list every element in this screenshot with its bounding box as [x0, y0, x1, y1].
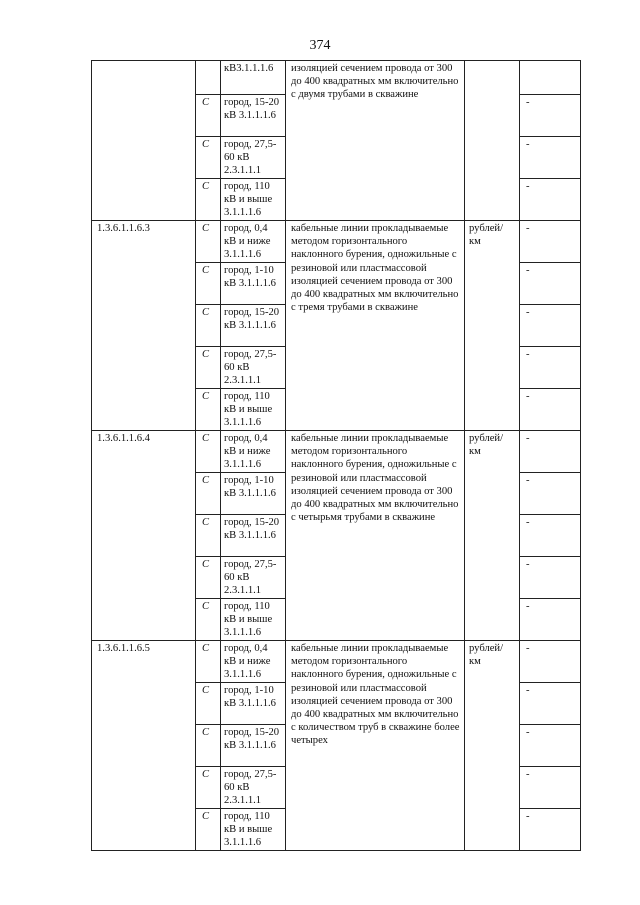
level-cell: город, 110 кВ и выше 3.1.1.1.6	[221, 809, 286, 851]
letter-cell: С	[196, 95, 221, 137]
letter-cell: С	[196, 725, 221, 767]
table-row	[92, 221, 581, 263]
value-cell: -	[520, 725, 581, 767]
value-cell: -	[520, 137, 581, 179]
letter-cell: С	[196, 767, 221, 809]
level-cell: город, 15-20 кВ 3.1.1.1.6	[221, 725, 286, 767]
level-cell: город, 27,5-60 кВ 2.3.1.1.1	[221, 767, 286, 809]
rate-table	[91, 60, 581, 851]
level-cell: город, 110 кВ и выше 3.1.1.1.6	[221, 179, 286, 221]
level-cell: город, 27,5-60 кВ 2.3.1.1.1	[221, 347, 286, 389]
code-cell: 1.3.6.1.1.6.4	[92, 431, 196, 641]
level-cell: город, 1-10 кВ 3.1.1.1.6	[221, 473, 286, 515]
value-cell: -	[520, 347, 581, 389]
table-row	[92, 641, 581, 683]
level-cell: город, 0,4 кВ и ниже 3.1.1.1.6	[221, 221, 286, 263]
value-cell: -	[520, 641, 581, 683]
level-cell: город, 0,4 кВ и ниже 3.1.1.1.6	[221, 431, 286, 473]
value-cell: -	[520, 557, 581, 599]
value-cell: -	[520, 431, 581, 473]
value-cell: -	[520, 809, 581, 851]
letter-cell: С	[196, 179, 221, 221]
letter-cell: С	[196, 431, 221, 473]
code-cell	[92, 61, 196, 221]
level-cell: город, 27,5-60 кВ 2.3.1.1.1	[221, 137, 286, 179]
unit-cell: рублей/ км	[465, 221, 520, 431]
value-cell: -	[520, 515, 581, 557]
letter-cell: С	[196, 641, 221, 683]
level-cell: город, 15-20 кВ 3.1.1.1.6	[221, 515, 286, 557]
letter-cell: С	[196, 305, 221, 347]
description-cell: кабельные линии прокладываемые методом горизонтального наклонного бурения, одножильные с резиновой или пластмассовой изоляцией сечением провода от 300 до 400 квадратных мм включительно с количеством труб в скважине более четырех	[286, 641, 465, 851]
value-cell: -	[520, 767, 581, 809]
unit-cell: рублей/ км	[465, 431, 520, 641]
letter-cell: С	[196, 389, 221, 431]
value-cell: -	[520, 263, 581, 305]
level-cell: город, 15-20 кВ 3.1.1.1.6	[221, 95, 286, 137]
code-cell: 1.3.6.1.1.6.3	[92, 221, 196, 431]
table-row	[92, 431, 581, 473]
level-cell: город, 1-10 кВ 3.1.1.1.6	[221, 263, 286, 305]
value-cell: -	[520, 221, 581, 263]
letter-cell: С	[196, 809, 221, 851]
table-row	[92, 61, 581, 95]
letter-cell: С	[196, 557, 221, 599]
value-cell: -	[520, 95, 581, 137]
code-cell: 1.3.6.1.1.6.5	[92, 641, 196, 851]
value-cell: -	[520, 683, 581, 725]
description-cell: изоляцией сечением провода от 300 до 400 квадратных мм включительно с двумя трубами в скважине	[286, 61, 465, 221]
description-cell: кабельные линии прокладываемые методом горизонтального наклонного бурения, одножильные с резиновой или пластмассовой изоляцией сечением провода от 300 до 400 квадратных мм включительно с тремя трубами в скважине	[286, 221, 465, 431]
level-cell: город, 1-10 кВ 3.1.1.1.6	[221, 683, 286, 725]
level-cell: город, 110 кВ и выше 3.1.1.1.6	[221, 389, 286, 431]
letter-cell: С	[196, 473, 221, 515]
page-number: 374	[309, 38, 331, 53]
unit-cell: рублей/ км	[465, 641, 520, 851]
value-cell: -	[520, 305, 581, 347]
value-cell	[520, 61, 581, 95]
level-cell: кВ3.1.1.1.6	[221, 61, 286, 95]
letter-cell: С	[196, 221, 221, 263]
level-cell: город, 110 кВ и выше 3.1.1.1.6	[221, 599, 286, 641]
letter-cell: С	[196, 347, 221, 389]
value-cell: -	[520, 473, 581, 515]
unit-cell	[465, 61, 520, 221]
letter-cell: С	[196, 137, 221, 179]
level-cell: город, 0,4 кВ и ниже 3.1.1.1.6	[221, 641, 286, 683]
value-cell: -	[520, 389, 581, 431]
description-cell: кабельные линии прокладываемые методом горизонтального наклонного бурения, одножильные с резиновой или пластмассовой изоляцией сечением провода от 300 до 400 квадратных мм включительно с четырьмя трубами в скважине	[286, 431, 465, 641]
letter-cell	[196, 61, 221, 95]
letter-cell: С	[196, 263, 221, 305]
value-cell: -	[520, 599, 581, 641]
letter-cell: С	[196, 515, 221, 557]
letter-cell: С	[196, 683, 221, 725]
level-cell: город, 27,5-60 кВ 2.3.1.1.1	[221, 557, 286, 599]
level-cell: город, 15-20 кВ 3.1.1.1.6	[221, 305, 286, 347]
value-cell: -	[520, 179, 581, 221]
letter-cell: С	[196, 599, 221, 641]
